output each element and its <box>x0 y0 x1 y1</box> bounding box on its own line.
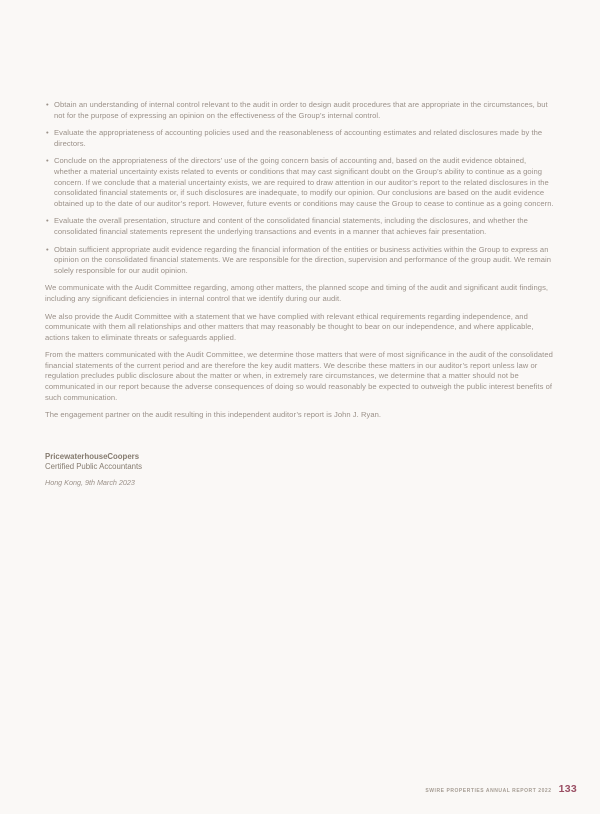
signature-block <box>45 452 555 488</box>
paragraph-key-audit-matters: From the matters communicated with the Audit Committee, we determine those matters that were of most significance in the audit of the consolidated financial statements of the current period and are therefore the key audit matters. We describe these matters in our auditor’s report unless law or regulation precludes public disclosure about the matter or when, in extremely rare circumstances, we determine that a matter should not be communicated in our report because the adverse consequences of doing so would reasonably be expected to outweigh the public interest benefits of such communication. <box>45 350 553 402</box>
paragraph-communicate-audit-committee: We communicate with the Audit Committee regarding, among other matters, the planned scope and timing of the audit and significant audit findings, including any significant deficiencies in internal control that we identify during our audit. <box>45 283 549 303</box>
audit-responsibilities-bullet-list <box>45 100 555 276</box>
bullet-item: • Conclude on the appropriateness of the directors’ use of the going concern basis of accounting and, based on the audit evidence obtained, whether a material uncertainty exists related to events or conditions that may cast significant doubt on the Group’s ability to continue as a going concern. If we conclude that a material uncertainty exists, we are required to draw attention in our auditor’s report to the related disclosures in the consolidated financial statements or, if such disclosures are inadequate, to modify our opinion. Our conclusions are based on the audit evidence obtained up to the date of our auditor’s report. However, future events or conditions may cause the Group to cease to continue as a going concern. <box>45 156 555 209</box>
paragraph-engagement-partner: The engagement partner on the audit resulting in this independent auditor’s report is John J. Ryan. <box>45 410 382 420</box>
bullet-item: • Evaluate the appropriateness of accounting policies used and the reasonableness of accounting estimates and related disclosures made by the directors. <box>45 128 555 149</box>
paragraph-ethical-requirements: We also provide the Audit Committee with a statement that we have complied with relevant ethical requirements regarding independence, and communicate with them all relationships and other matters that may reasonably be thought to bear on our independence, and where applicable, actions taken to eliminate threats or safeguards applied. <box>45 311 534 342</box>
page-footer <box>425 783 577 795</box>
bullet-item: • Obtain sufficient appropriate audit evidence regarding the financial information of the entities or business activities within the Group to express an opinion on the consolidated financial statements. We are responsible for the direction, supervision and performance of the group audit. We remain solely responsible for our audit opinion. <box>45 245 555 277</box>
signature-firm-title: Certified Public Accountants <box>45 461 143 471</box>
footer-report-title: SWIRE PROPERTIES ANNUAL REPORT 2022 <box>425 788 552 794</box>
bullet-item: • Evaluate the overall presentation, structure and content of the consolidated financial statements, including the disclosures, and whether the consolidated financial statements represent the underlying transactions and events in a manner that achieves fair presentation. <box>45 216 555 237</box>
bullet-item: • Obtain an understanding of internal control relevant to the audit in order to design audit procedures that are appropriate in the circumstances, but not for the purpose of expressing an opinion on the effectiveness of the Group’s internal control. <box>45 100 555 121</box>
signature-firm-name: PricewaterhouseCoopers <box>45 451 140 461</box>
signature-dateline: Hong Kong, 9th March 2023 <box>45 477 135 487</box>
footer-page-number: 133 <box>558 783 577 795</box>
